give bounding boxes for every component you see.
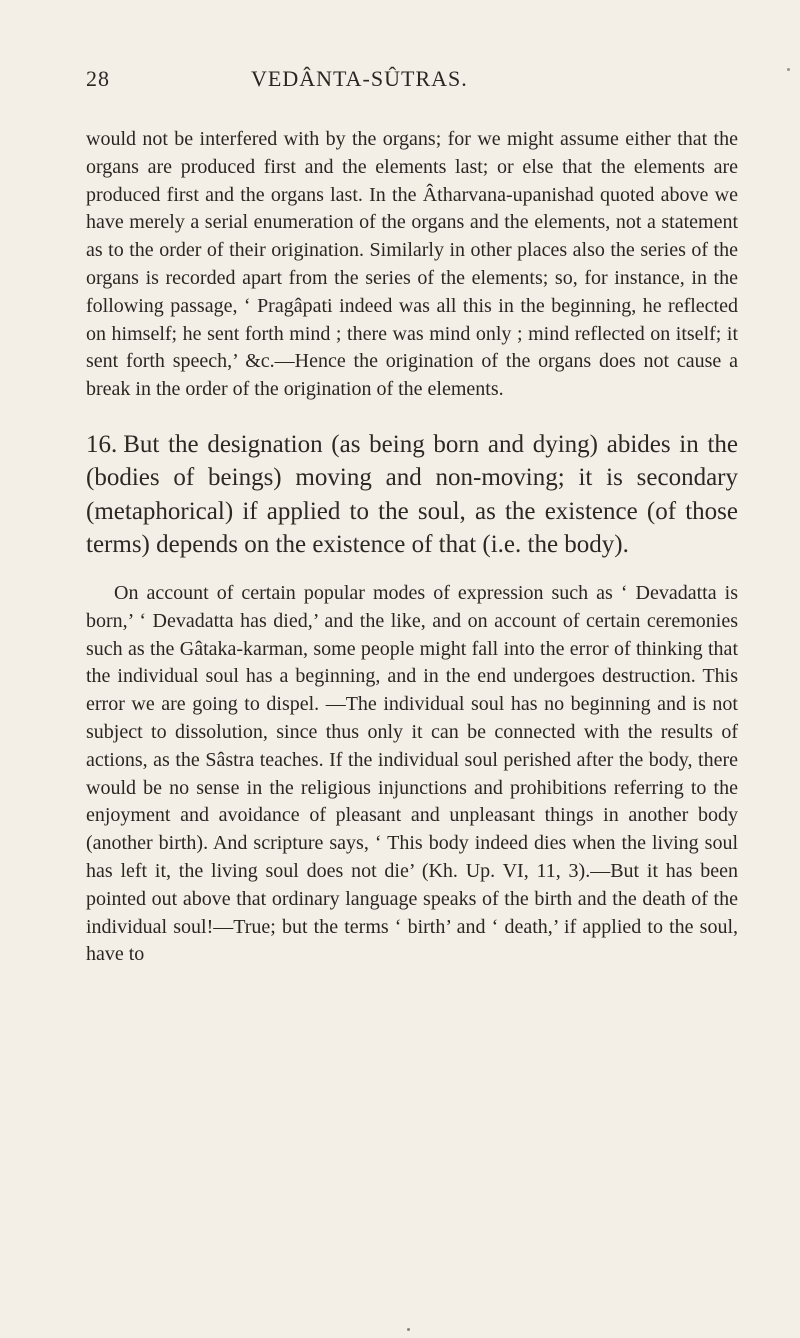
sutra-16: [86, 428, 738, 562]
commentary-paragraph: On account of certain popular modes of expression such as ‘ Devadatta is born,’ ‘ Devadatta has died,’ and the like, and on account of certain ceremonies such as the Gâtaka-karman, some people might fall into the error of thinking that the individual soul has a beginning, and in the end undergoes destruction. This error we are going to dispel. —The individual soul has no beginning and is not subject to dissolution, since thus only it can be connected with the results of actions, as the Sâstra teaches. If the individual soul perished after the body, there would be no sense in the religious injunctions and prohibitions referring to the enjoyment and avoidance of pleasant and unpleasant things in another body (another birth). And scripture says, ‘ This body indeed dies when the living soul has left it, the living soul does not die’ (Kh. Up. VI, 11, 3).—But it has been pointed out above that ordinary language speaks of the birth and the death of the individual soul!—True; but the terms ‘ birth’ and ‘ death,’ if applied to the soul, have to: [86, 581, 738, 966]
page-number: 28: [86, 66, 110, 91]
sutra-text: But the designation (as being born and dying) abides in the (bodies of beings) moving and non-moving; it is secondary (metaphorical) if applied to the soul, as the existence (of those terms) depends on the existence of that (i.e. the body).: [86, 430, 738, 559]
sutra-number: 16.: [86, 430, 118, 458]
running-head: VEDÂNTA-SÛTRAS.: [251, 66, 468, 91]
body-text: [86, 126, 738, 969]
page-header: [86, 66, 726, 102]
continued-paragraph: would not be interfered with by the organs; for we might assume either that the organs are produced first and the elements last; or else that the elements are produced first and the organs last. In the Âtharvana-upanishad quoted above we have merely a serial enumeration of the organs and the elements, not a statement as to the order of their origination. Similarly in other places also the series of the organs is recorded apart from the series of the elements; so, for instance, in the following passage, ‘ Pragâpati indeed was all this in the beginning, he reflected on himself; he sent forth mind ; there was mind only ; mind reflected on itself; it sent forth speech,’ &c.—Hence the origination of the organs does not cause a break in the order of the origination of the elements.: [86, 128, 738, 401]
paper-fleck: [787, 68, 790, 71]
paper-dot: [407, 1328, 410, 1331]
